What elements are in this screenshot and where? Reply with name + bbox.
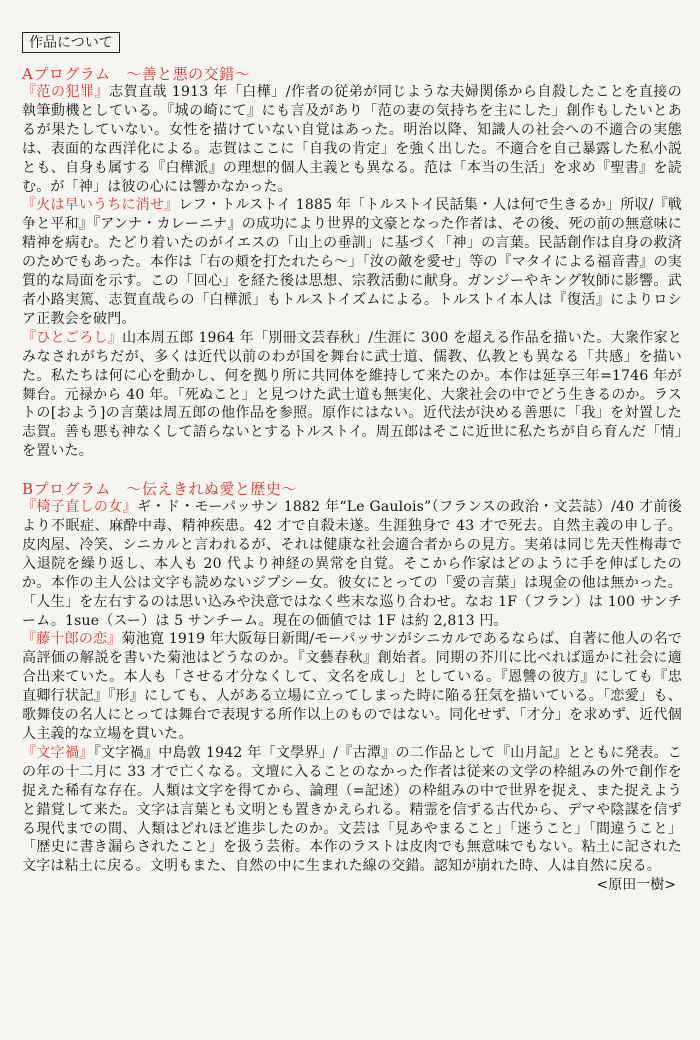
entry-isu-naoshi [22, 498, 682, 630]
entry-mojika [22, 744, 682, 876]
entry-tojuro-no-koi [22, 630, 682, 743]
entry-title: 『文字禍』 [22, 744, 94, 761]
entry-hitogoroshi [22, 329, 682, 461]
entry-text: 『文字禍』中島敦 1942 年「文學界」/『古潭』の二作品として『山月記』とともに発表。この年の十二月に 33 才で亡くなる。文壇に入ることのなかった作者は従来の文学の枠組みの外で創作を捉えた稀有な存在。人類は文字を得てから、論理（=記述）の枠組みの中で世界を捉え、また捉えようと錯覚して来た。文字は言葉とも文明とも置きかえられる。精霊を信ずる古代から、デマや陰謀を信ずる現代までの間、人類はどれほど進歩したのか。文芸は「見あやまること」「迷うこと」「間違うこと」「歴史に書き漏らされたこと」を扱う芸術。本作のラストは皮肉でも無意味でもない。粘土に記された文字は粘土に戻る。文明もまた、自然の中に生まれた線の交錯。認知が崩れた時、人は自然に戻る。 [22, 744, 682, 875]
program-a-title: Aプログラム ～善と悪の交錯～ [22, 65, 251, 83]
entry-title: 『火は早いうちに消せ』 [22, 197, 179, 214]
entry-han-no-hanzai [22, 83, 682, 196]
entry-text: レフ・トルストイ 1885 年「トルストイ民話集・人は何で生きるか」所収/『戦争と平和』『アンナ・カレーニナ』の成功により世界的文豪となった作者は、その後、死の前の無意味に精神を病む。たどり着いたのがイエスの「山上の垂訓」に基づく「神」の言葉。民話創作は自身の救済のためでもあった。本作は「右の頬を打たれたら～」「汝の敵を愛せ」等の『マタイによる福音書』の実質的な局面を示す。この「回心」を経た後は思想、宗教活動に献身。ガンジーやキング牧師に影響。武者小路実篤、志賀直哉らの「白樺派」もトルストイズムによる。トルストイ本人は『復活』によりロシア正教会を破門。 [22, 197, 683, 327]
entry-text: ギ・ド・モーパッサン 1882 年“Le Gaulois”（フランスの政治・文芸誌）/40 才前後より不眠症、麻酔中毒、精神疾患。42 才で自殺未遂。生涯独身で 43 才で死去。自然主義の申し子。皮肉屋、冷笑、シニカルと言われるが、それは健康な社会適合者からの見方。実弟は同じ先天性梅毒で入退院を繰り返し、本人も 20 代より神経の異常を自覚。そこから作家はどのように手を伸ばしたのか。本作の主人公は文字も読めないジプシー女。彼女にとっての「愛の言葉」は現金の他は無かった。「人生」を左右するのは思い込みや決意ではなく些末な巡り合わせ。なお 1F（フラン）は 100 サンチーム。1sue（スー）は 5 サンチーム。現在の価値では 1F は約 2,813 円。 [22, 499, 682, 629]
entry-text: 山本周五郎 1964 年「別冊文芸春秋」/生涯に 300 を超える作品を描いた。大衆作家とみなされがちだが、多くは近代以前のわが国を舞台に武士道、儒教、仏教とも異なる「共感」を描いた。私たちは何に心を動かし、何を拠り所に共同体を維持して来たのか。本作は延享三年=1746 年が舞台。元禄から 40 年。「死ぬこと」と見つけた武士道も無実化、大衆社会の中でどう生きるのか。ラストの[およう]の言葉は周五郎の他作品を参照。原作にはない。近代法が決める善悪に「我」を対置した志賀。善も悪も神なくして語らないとするトルストイ。周五郎はそこに近世に私たちが自ら育んだ「情」を置いた。 [22, 329, 682, 460]
entry-title: 『ひとごろし』 [22, 329, 123, 346]
heading-box: 作品について [22, 32, 120, 53]
program-b-title: Bプログラム ～伝えきれぬ愛と歴史～ [22, 480, 297, 499]
entry-text: 菊池寛 1919 年大阪毎日新聞/モーパッサンがシニカルであるならば、自著に他人の名で高評価の解説を書いた菊池はどうなのか。『文藝春秋』創始者。同期の芥川に比べれば遥かに社会に適合出来ていた。本人も「させる才分なくして、文名を成し」としている。『恩讐の彼方』にしても『忠直卿行状記』『形』にしても、人がある立場に立ってしまった時に陥る狂気を描いている。「恋愛」も、歌舞伎の名人にとっては舞台で表現する所作以上のものではない。同化せず、「才分」を求めず、近代個人主義的な立場を貫いた。 [22, 631, 682, 742]
program-a-section [22, 65, 682, 461]
author-signature: <原田一樹> [596, 877, 676, 894]
program-b-section [22, 480, 682, 895]
entry-title: 『范の犯罪』 [22, 84, 109, 100]
entry-hi-wa-hayai [22, 196, 682, 328]
entry-title: 『藤十郎の恋』 [22, 631, 122, 648]
entry-title: 『椅子直しの女』 [22, 499, 138, 516]
entry-text: 志賀直哉 1913 年「白樺」/作者の従弟が同じような夫婦関係から自殺したことを直接の執筆動機としている。『城の崎にて』にも言及があり「范の妻の気持ちを主にした」創作もしたいとあるが果たしていない。女性を描けていない自覚はあった。明治以降、知識人の社会への不適合の実態は、表面的な西洋化による。志賀はここに「自我の肯定」を強く出した。不適合を自己暴露した私小説とも、自身も属する『白樺派』の理想的個人主義とも異なる。范は「本当の生活」を求め『聖書』を読む。が「神」は彼の心には響かなかった。 [22, 84, 682, 195]
section-gap [22, 461, 682, 480]
